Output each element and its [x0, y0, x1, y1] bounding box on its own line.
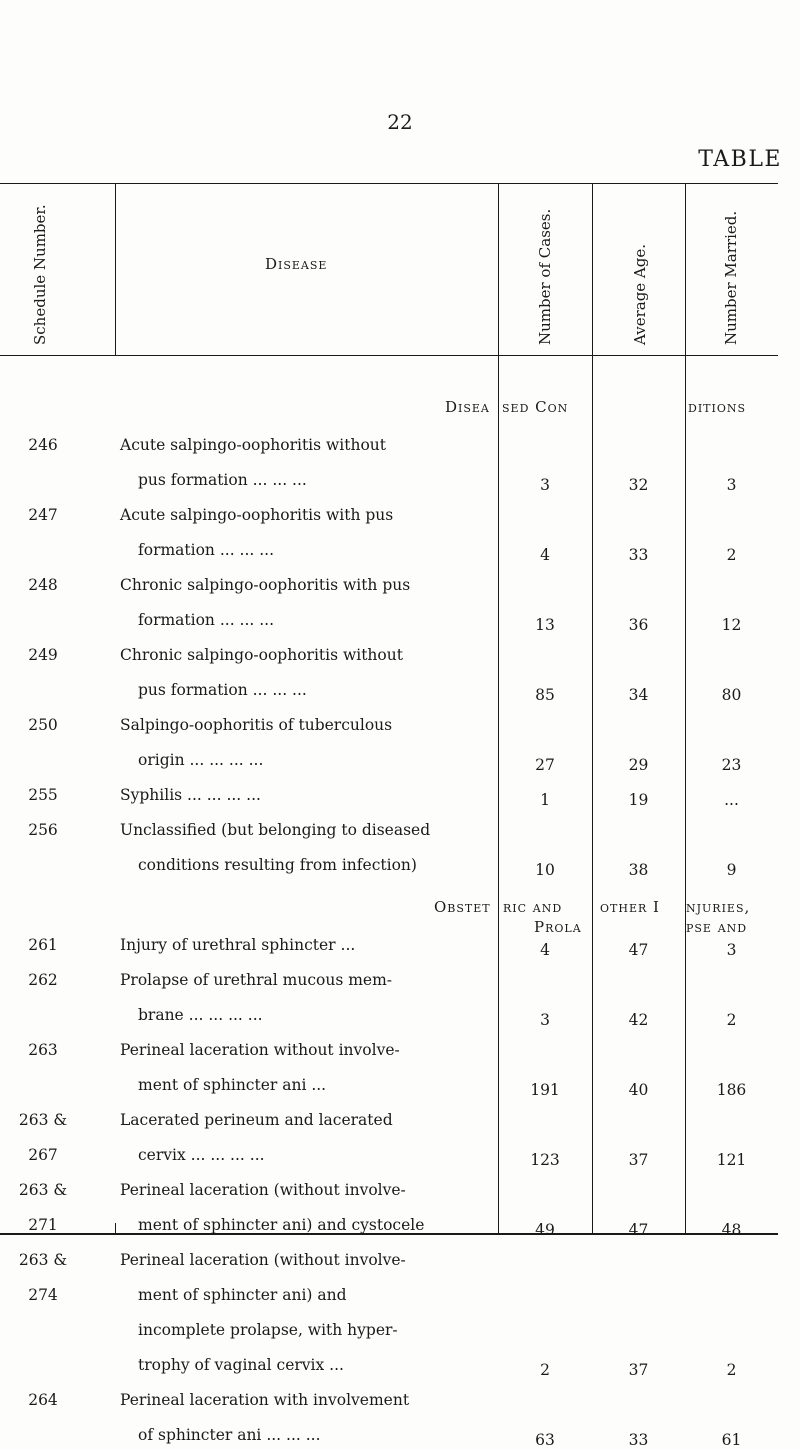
header-number-of-cases: Number of Cases. [536, 208, 554, 345]
number-married: 12 [721, 616, 742, 634]
disease-text: origin ... ... ... ... [138, 751, 264, 769]
section-banner-part: ditions [688, 398, 747, 416]
schedule-number: 262 [28, 971, 58, 989]
column-divider [592, 183, 593, 1233]
section-banner-part: Obstet [434, 898, 491, 916]
column-divider [115, 1223, 116, 1233]
number-of-cases: 1 [540, 791, 550, 809]
disease-text: Injury of urethral sphincter ... [120, 936, 356, 954]
disease-text: Perineal laceration without involve- [120, 1041, 400, 1059]
schedule-number: 247 [28, 506, 58, 524]
disease-text: Chronic salpingo-oophoritis without [120, 646, 403, 664]
disease-text: Unclassified (but belonging to diseased [120, 821, 431, 839]
schedule-number: 263 & [18, 1251, 68, 1269]
number-of-cases: 85 [535, 686, 555, 704]
disease-text: Perineal laceration (without involve- [120, 1251, 406, 1269]
disease-text: Salpingo-oophoritis of tuberculous [120, 716, 393, 734]
schedule-number: 255 [28, 786, 58, 804]
number-of-cases: 3 [540, 476, 550, 494]
number-of-cases: 10 [535, 861, 555, 879]
schedule-number: 263 & [18, 1181, 68, 1199]
number-married: 61 [721, 1431, 742, 1449]
number-of-cases: 123 [530, 1151, 560, 1169]
section-banner-part: sed Con [502, 398, 569, 416]
number-of-cases: 4 [540, 941, 550, 959]
disease-text: cervix ... ... ... ... [138, 1146, 265, 1164]
average-age: 40 [628, 1081, 649, 1099]
column-divider [685, 183, 686, 1233]
disease-text: pus formation ... ... ... [138, 681, 307, 699]
disease-text: Acute salpingo-oophoritis with pus [120, 506, 394, 524]
number-married: 2 [726, 1361, 737, 1379]
number-married: 80 [721, 686, 742, 704]
number-of-cases: 191 [530, 1081, 560, 1099]
schedule-number: 246 [28, 436, 58, 454]
average-age: 47 [628, 1221, 649, 1239]
average-age: 34 [628, 686, 649, 704]
schedule-number: 267 [28, 1146, 58, 1164]
number-married: 186 [716, 1081, 747, 1099]
disease-text: Syphilis ... ... ... ... [120, 786, 261, 804]
table-title: TABLE [698, 147, 782, 172]
number-married: 23 [721, 756, 742, 774]
section-banner-part: other I [600, 898, 660, 916]
number-of-cases: 63 [535, 1431, 555, 1449]
header-schedule-number: Schedule Number. [31, 204, 49, 345]
disease-text: Chronic salpingo-oophoritis with pus [120, 576, 411, 594]
schedule-number: 263 [28, 1041, 58, 1059]
average-age: 37 [628, 1361, 649, 1379]
schedule-number: 261 [28, 936, 58, 954]
schedule-number: 248 [28, 576, 58, 594]
number-married: 3 [726, 941, 737, 959]
disease-text: ment of sphincter ani) and cystocele [138, 1216, 425, 1234]
schedule-number: 250 [28, 716, 58, 734]
schedule-number: 264 [28, 1391, 58, 1409]
section-banner-part: ric and [503, 898, 563, 916]
disease-text: brane ... ... ... ... [138, 1006, 263, 1024]
average-age: 36 [628, 616, 649, 634]
disease-text: of sphincter ani ... ... ... [138, 1426, 321, 1444]
disease-text: Perineal laceration (without involve- [120, 1181, 406, 1199]
disease-text: formation ... ... ... [138, 541, 275, 559]
disease-text: conditions resulting from infection) [138, 856, 417, 874]
disease-text: pus formation ... ... ... [138, 471, 307, 489]
schedule-number: 263 & [18, 1111, 68, 1129]
disease-text: trophy of vaginal cervix ... [138, 1356, 344, 1374]
average-age: 33 [628, 1431, 649, 1449]
average-age: 37 [628, 1151, 649, 1169]
number-married: 2 [726, 546, 737, 564]
number-of-cases: 49 [535, 1221, 555, 1239]
average-age: 32 [628, 476, 649, 494]
section-banner-part: pse and [686, 918, 748, 936]
average-age: 29 [628, 756, 649, 774]
schedule-number: 271 [28, 1216, 58, 1234]
number-married: 121 [716, 1151, 747, 1169]
number-married: 2 [726, 1011, 737, 1029]
header-bottom-rule [0, 355, 778, 356]
number-of-cases: 27 [535, 756, 555, 774]
section-banner-part: Disea [445, 398, 490, 416]
disease-text: Acute salpingo-oophoritis without [120, 436, 387, 454]
schedule-number: 274 [28, 1286, 58, 1304]
column-divider [498, 183, 499, 1233]
number-of-cases: 2 [540, 1361, 550, 1379]
average-age: 38 [628, 861, 649, 879]
disease-text: Lacerated perineum and lacerated [120, 1111, 393, 1129]
number-of-cases: 3 [540, 1011, 550, 1029]
number-of-cases: 4 [540, 546, 550, 564]
disease-text: Perineal laceration with involvement [120, 1391, 410, 1409]
number-of-cases: 13 [535, 616, 555, 634]
average-age: 47 [628, 941, 649, 959]
section-banner-part: Prola [534, 918, 582, 936]
section-banner-part: njuries, [686, 898, 751, 916]
average-age: 42 [628, 1011, 649, 1029]
disease-text: incomplete prolapse, with hyper- [138, 1321, 398, 1339]
schedule-number: 256 [28, 821, 58, 839]
number-married: ... [724, 791, 739, 809]
number-married: 48 [721, 1221, 742, 1239]
average-age: 19 [628, 791, 649, 809]
disease-text: ment of sphincter ani ... [138, 1076, 327, 1094]
number-married: 9 [726, 861, 737, 879]
average-age: 33 [628, 546, 649, 564]
schedule-number: 249 [28, 646, 58, 664]
number-married: 3 [726, 476, 737, 494]
header-average-age: Average Age. [631, 243, 649, 345]
disease-text: ment of sphincter ani) and [138, 1286, 347, 1304]
header-disease: Disease [265, 255, 328, 273]
table-top-rule [0, 183, 778, 184]
header-number-married: Number Married. [722, 210, 740, 345]
disease-text: formation ... ... ... [138, 611, 275, 629]
disease-text: Prolapse of urethral mucous mem- [120, 971, 393, 989]
page-number: 22 [387, 110, 413, 134]
column-divider [115, 183, 116, 355]
